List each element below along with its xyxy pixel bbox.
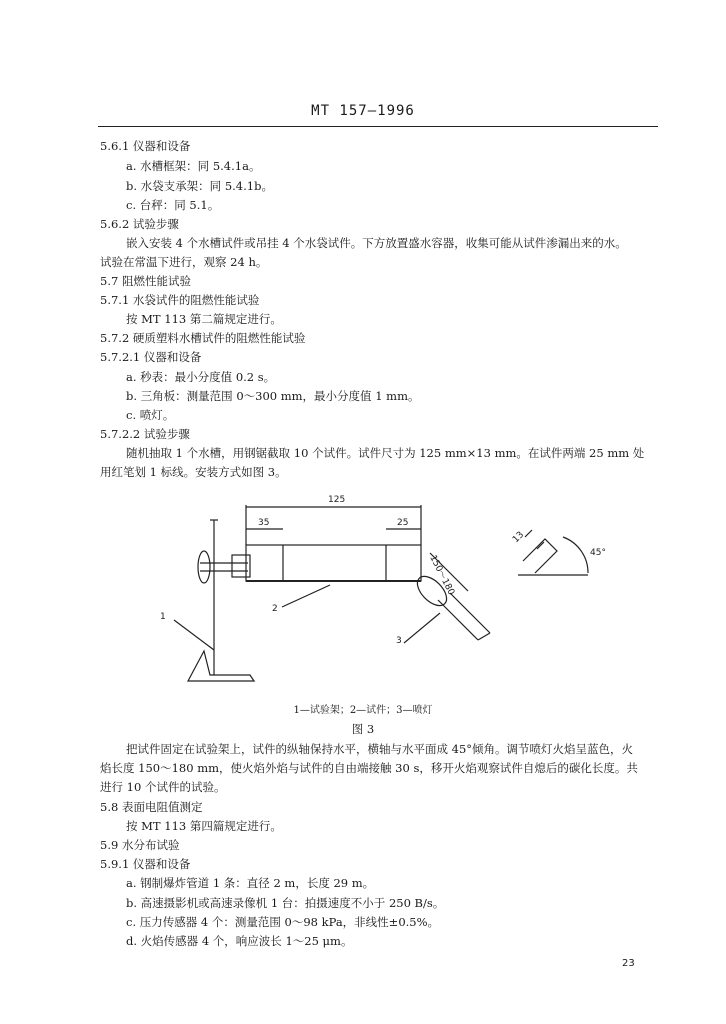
list-item-a: a. 秒表：最小分度值 0.2 s。 — [126, 370, 276, 384]
burner-tube — [450, 593, 490, 633]
section-5-6-1: 5.6.1 仪器和设备 — [100, 139, 191, 153]
angle-label: 45° — [590, 548, 606, 558]
label-1: 1 — [160, 612, 166, 622]
paragraph-line: 用红笔划 1 标线。安装方式如图 3。 — [100, 465, 287, 479]
paragraph-line: 按 MT 113 第四篇规定进行。 — [126, 819, 282, 833]
paragraph-line: 试验在常温下进行，观察 24 h。 — [100, 255, 268, 269]
list-item-b: b. 水袋支承架：同 5.4.1b。 — [126, 179, 273, 193]
detail-arc — [563, 537, 588, 573]
paragraph-line: 进行 10 个试件的试验。 — [100, 780, 226, 794]
list-item-c: c. 台秤：同 5.1。 — [126, 198, 220, 212]
leader-2 — [282, 585, 330, 607]
dim-left-label: 35 — [258, 518, 270, 528]
header-rule — [98, 126, 658, 127]
paragraph-line: 焰长度 150～180 mm，使火焰外焰与试件的自由端接触 30 s，移开火焰观察试件自熄后的碳化长度。共 — [100, 761, 638, 775]
burner-end — [478, 633, 490, 640]
detail-tick — [525, 530, 532, 537]
label-2: 2 — [272, 604, 278, 614]
section-5-7-2: 5.7.2 硬质塑料水槽试件的阻燃性能试验 — [100, 331, 306, 345]
section-5-9-1: 5.9.1 仪器和设备 — [100, 857, 191, 871]
page-header: MT 157—1996 — [311, 103, 415, 119]
stand-base — [188, 651, 254, 681]
section-5-7-2-1: 5.7.2.1 仪器和设备 — [100, 350, 202, 364]
detail-width-label: 13 — [511, 529, 527, 546]
label-3: 3 — [396, 636, 402, 646]
clamp-block — [232, 555, 250, 577]
list-item-c: c. 喷灯。 — [126, 408, 175, 422]
section-5-7-2-2: 5.7.2.2 试验步骤 — [100, 427, 190, 441]
section-5-7: 5.7 阻燃性能试验 — [100, 274, 191, 288]
page-number: 23 — [622, 958, 635, 969]
list-item-d: d. 火焰传感器 4 个，响应波长 1～25 μm。 — [126, 934, 353, 948]
clamp-knob — [198, 551, 210, 583]
paragraph-line: 把试件固定在试验架上，试件的纵轴保持水平，横轴与水平面成 45°倾角。调节喷灯火焰呈蓝色，火 — [126, 742, 634, 756]
list-item-b: b. 三角板：测量范围 0～300 mm，最小分度值 1 mm。 — [126, 389, 420, 403]
paragraph-line: 按 MT 113 第二篇规定进行。 — [126, 312, 282, 326]
section-5-6-2: 5.6.2 试验步骤 — [100, 217, 179, 231]
detail-specimen — [523, 539, 557, 573]
specimen-bar — [246, 545, 421, 581]
figure-3-diagram — [0, 485, 726, 725]
dim-right-label: 25 — [397, 518, 409, 528]
figure-caption: 图 3 — [351, 722, 375, 736]
dim-flame-label: 150～180 — [427, 553, 456, 597]
leader-3 — [404, 613, 440, 643]
paragraph-line: 随机抽取 1 个水槽，用钢锯截取 10 个试件。试件尺寸为 125 mm×13 mm。在试件两端 25 mm 处 — [126, 446, 645, 460]
section-5-8: 5.8 表面电阻值测定 — [100, 800, 203, 814]
section-5-7-1: 5.7.1 水袋试件的阻燃性能试验 — [100, 293, 260, 307]
figure-legend: 1—试验架；2—试件；3—喷灯 — [293, 705, 433, 716]
list-item-c: c. 压力传感器 4 个：测量范围 0～98 kPa，非线性±0.5%。 — [126, 915, 440, 929]
list-item-b: b. 高速摄影机或高速录像机 1 台：拍摄速度不小于 250 B/s。 — [126, 896, 445, 910]
list-item-a: a. 水槽框架：同 5.4.1a。 — [126, 159, 261, 173]
dim-total-label: 125 — [328, 495, 346, 505]
list-item-a: a. 钢制爆炸管道 1 条：直径 2 m，长度 29 m。 — [126, 876, 375, 890]
burner-tube — [438, 600, 478, 640]
section-5-9: 5.9 水分布试验 — [100, 838, 180, 852]
paragraph-line: 嵌入安装 4 个水槽试件或吊挂 4 个水袋试件。下方放置盛水容器，收集可能从试件渗漏出来的水。 — [126, 236, 627, 250]
leader-1 — [174, 620, 214, 650]
